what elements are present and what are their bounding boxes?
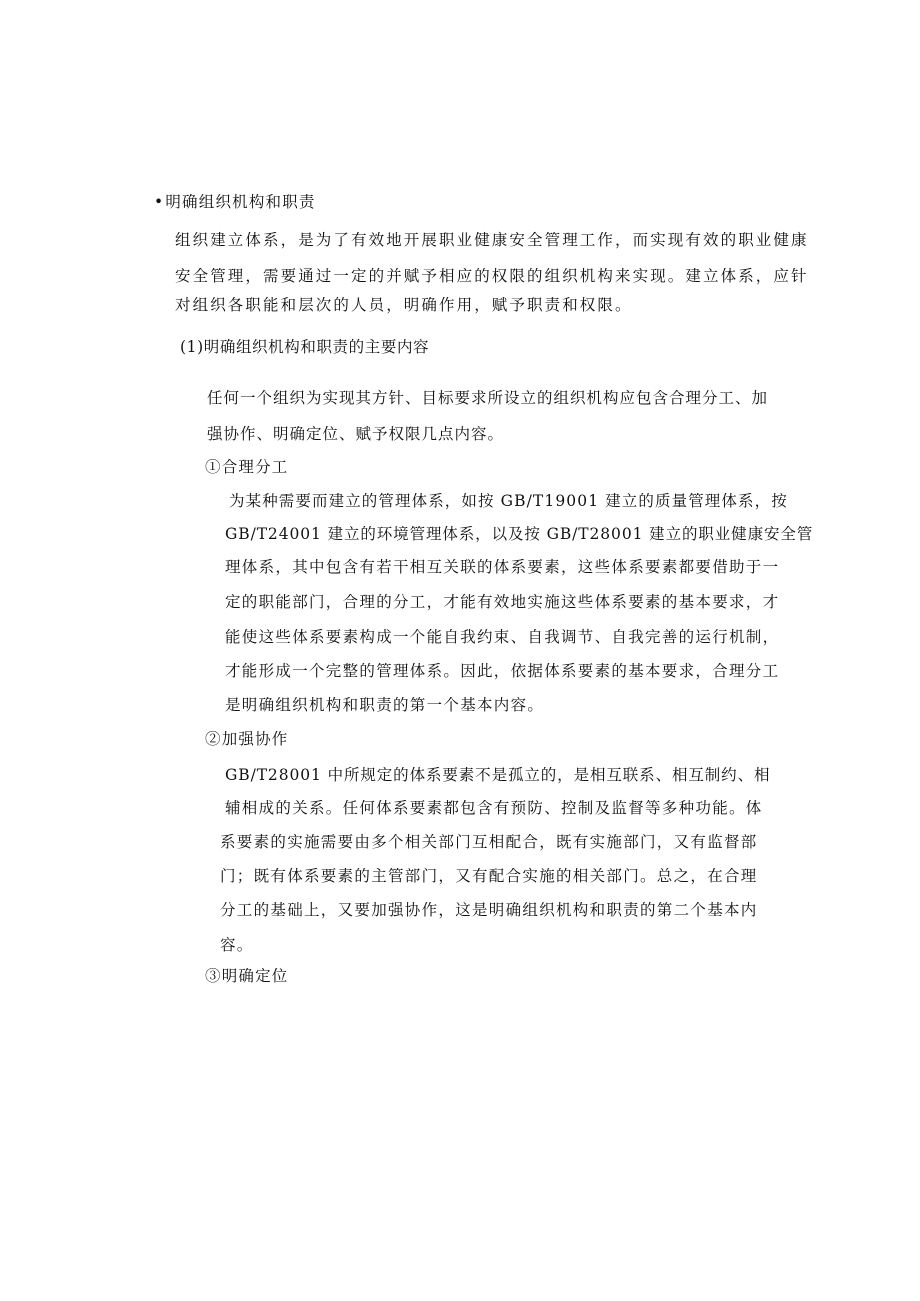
item-body-line: 能使这些体系要素构成一个能自我约束、自我调节、自我完善的运行机制， <box>225 628 780 646</box>
section-heading-text: 明确组织机构和职责 <box>165 193 316 211</box>
item-body-line: 辅相成的关系。任何体系要素都包含有预防、控制及监督等多种功能。体 <box>225 799 763 817</box>
item-body-line: 系要素的实施需要由多个相关部门互相配合，既有实施部门，又有监督部 <box>220 833 758 851</box>
overview-line: 任何一个组织为实现其方针、目标要求所设立的组织机构应包含合理分工、加 <box>207 389 769 407</box>
subheading: (1)明确组织机构和职责的主要内容 <box>180 338 430 356</box>
overview-line: 强协作、明确定位、赋予权限几点内容。 <box>207 425 505 443</box>
item-label: ①合理分工 <box>205 458 289 476</box>
item-body-line: GB/T28001 中所规定的体系要素不是孤立的，是相互联系、相互制约、相 <box>225 766 771 784</box>
intro-line: 组织建立体系，是为了有效地开展职业健康安全管理工作，而实现有效的职业健康 <box>175 231 809 249</box>
item-body-line: 门；既有体系要素的主管部门，又有配合实施的相关部门。总之，在合理 <box>220 867 758 885</box>
item-body-line: GB/T24001 建立的环境管理体系，以及按 GB/T28001 建立的职业健康安全管 <box>225 525 814 543</box>
item-body-line: 是明确组织机构和职责的第一个基本内容。 <box>225 696 545 714</box>
item-body-line: 才能形成一个完整的管理体系。因此，依据体系要素的基本要求，合理分工 <box>225 662 780 680</box>
item-body-line: 为某种需要而建立的管理体系，如按 GB/T19001 建立的质量管理体系，按 <box>229 492 788 510</box>
item-label: ②加强协作 <box>205 730 289 748</box>
item-label: ③明确定位 <box>205 967 289 985</box>
section-heading <box>154 192 316 212</box>
item-body-line: 理体系，其中包含有若干相互关联的体系要素，这些体系要素都要借助于一 <box>225 558 780 576</box>
item-body-line: 容。 <box>220 936 254 954</box>
item-body-line: 定的职能部门，合理的分工，才能有效地实施这些体系要素的基本要求，才 <box>225 593 780 611</box>
intro-line: 对组织各职能和层次的人员，明确作用，赋予职责和权限。 <box>175 296 633 314</box>
bullet-icon: • <box>154 193 165 211</box>
intro-line: 安全管理，需要通过一定的并赋予相应的权限的组织机构来实现。建立体系，应针 <box>175 267 809 285</box>
item-body-line: 分工的基础上，又要加强协作，这是明确组织机构和职责的第二个基本内 <box>220 901 758 919</box>
